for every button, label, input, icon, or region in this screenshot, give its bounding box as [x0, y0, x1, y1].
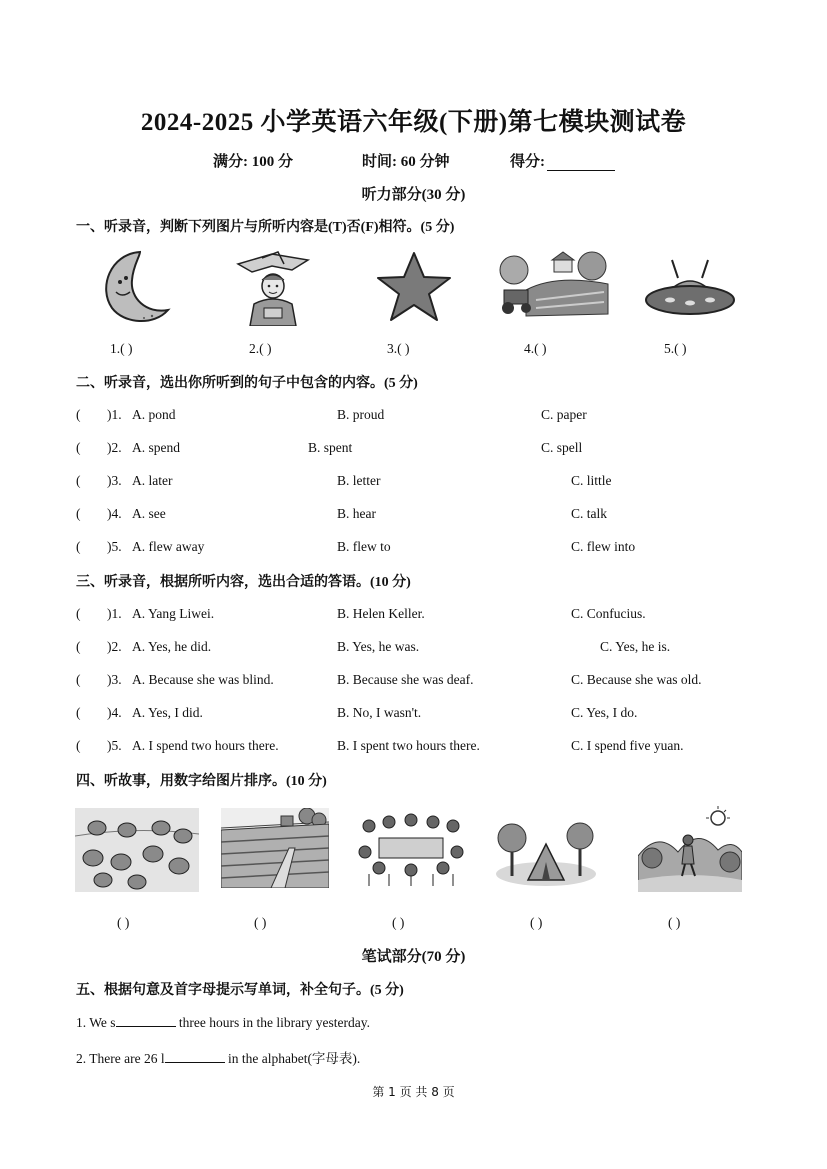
s5-s2-blank[interactable]: [165, 1050, 225, 1063]
section3-heading: 三、听录音，根据所听内容，选出合适的答语。(10 分): [76, 575, 411, 590]
s2-row4-num: )4.: [107, 506, 122, 521]
s3-row2-option-a: A. Yes, he did.: [132, 639, 212, 654]
s5-sentence-1: [76, 1014, 370, 1031]
s3-row1-option-c: C. Confucius.: [571, 606, 646, 621]
s2-row3-option-c: C. little: [571, 473, 612, 488]
s2-row1-option-b: B. proud: [337, 407, 385, 422]
section4-heading: 四、听故事，用数字给图片排序。(10 分): [76, 774, 327, 789]
s5-s2-prefix: 2. There are 26 l: [76, 1051, 165, 1066]
tent-icon: [494, 822, 598, 888]
s2-row5-option-b: B. flew to: [337, 539, 391, 554]
s2-row2-option-b: B. spent: [308, 440, 353, 455]
s2-row2-option-a: A. spend: [132, 440, 180, 455]
full-score: 满分: 100 分: [213, 154, 293, 170]
s1-answer-2[interactable]: 2.( ): [249, 341, 272, 356]
s3-row3-num: )3.: [107, 672, 122, 687]
s3-row4-num: )4.: [107, 705, 122, 720]
s4-blank-4[interactable]: ( ): [530, 915, 543, 930]
s3-row2-num: )2.: [107, 639, 122, 654]
farm-icon: [496, 250, 612, 322]
s4-blank-2[interactable]: ( ): [254, 915, 267, 930]
s2-row5-num: )5.: [107, 539, 122, 554]
s3-row5-option-a: A. I spend two hours there.: [132, 738, 279, 753]
s2-row1-num: )1.: [107, 407, 122, 422]
s2-row5-paren[interactable]: (: [76, 539, 81, 554]
s3-row5-num: )5.: [107, 738, 122, 753]
s2-row2-paren[interactable]: (: [76, 440, 81, 455]
s1-answer-4[interactable]: 4.( ): [524, 341, 547, 356]
astronaut-icon: [232, 250, 314, 326]
s4-blank-1[interactable]: ( ): [117, 915, 130, 930]
s2-row1-option-a: A. pond: [132, 407, 176, 422]
s3-row5-option-b: B. I spent two hours there.: [337, 738, 480, 753]
s5-s1-prefix: 1. We s: [76, 1015, 116, 1030]
s3-row3-paren[interactable]: (: [76, 672, 81, 687]
s3-row1-option-a: A. Yang Liwei.: [132, 606, 215, 621]
s5-s1-suffix: three hours in the library yesterday.: [175, 1015, 370, 1030]
s1-answer-1[interactable]: 1.( ): [110, 341, 133, 356]
s2-row4-option-c: C. talk: [571, 506, 607, 521]
s1-answer-3[interactable]: 3.( ): [387, 341, 410, 356]
s2-row3-num: )3.: [107, 473, 122, 488]
section1-heading: 一、听录音，判断下列图片与所听内容是(T)否(F)相符。(5 分): [76, 220, 455, 235]
s2-row5-option-c: C. flew into: [571, 539, 636, 554]
ufo-icon: [644, 258, 736, 324]
exam-time: 时间: 60 分钟: [362, 154, 450, 170]
section2-heading: 二、听录音，选出你所听到的句子中包含的内容。(5 分): [76, 376, 418, 391]
s2-row2-option-c: C. spell: [541, 440, 583, 455]
s3-row3-option-b: B. Because she was deaf.: [337, 672, 474, 687]
s5-s1-blank[interactable]: [116, 1014, 176, 1027]
score-field: [510, 150, 615, 171]
s3-row2-option-c: C. Yes, he is.: [600, 639, 671, 654]
page-title: 2024-2025 小学英语六年级(下册)第七模块测试卷: [140, 109, 687, 136]
s5-s2-suffix: in the alphabet(字母表).: [224, 1051, 361, 1066]
s2-row4-option-a: A. see: [132, 506, 166, 521]
score-blank[interactable]: [547, 156, 615, 171]
s4-blank-5[interactable]: ( ): [668, 915, 681, 930]
s2-row3-option-a: A. later: [132, 473, 173, 488]
s3-row5-option-c: C. I spend five yuan.: [571, 738, 684, 753]
s3-row2-option-b: B. Yes, he was.: [337, 639, 420, 654]
s3-row4-paren[interactable]: (: [76, 705, 81, 720]
star-icon: [374, 250, 454, 324]
s2-row1-paren[interactable]: (: [76, 407, 81, 422]
s3-row1-paren[interactable]: (: [76, 606, 81, 621]
s3-row3-option-c: C. Because she was old.: [571, 672, 702, 687]
section5-heading: 五、根据句意及首字母提示写单词，补全句子。(5 分): [76, 983, 404, 998]
hiking-icon: [638, 806, 742, 892]
score-label: 得分:: [510, 154, 545, 170]
writing-part-heading: 笔试部分(70 分): [361, 949, 466, 965]
listening-part-heading: 听力部分(30 分): [361, 187, 466, 203]
s2-row1-option-c: C. paper: [541, 407, 587, 422]
s3-row1-option-b: B. Helen Keller.: [337, 606, 425, 621]
s2-row2-num: )2.: [107, 440, 122, 455]
s3-row4-option-b: B. No, I wasn't.: [337, 705, 422, 720]
chicks-icon: [75, 808, 199, 892]
s3-row4-option-c: C. Yes, I do.: [571, 705, 638, 720]
classroom-icon: [355, 810, 467, 886]
s3-row2-paren[interactable]: (: [76, 639, 81, 654]
s2-row5-option-a: A. flew away: [132, 539, 205, 554]
page-footer: 第 1 页 共 8 页: [372, 1085, 455, 1099]
s5-sentence-2: [76, 1047, 360, 1067]
s3-row3-option-a: A. Because she was blind.: [132, 672, 274, 687]
moon-icon: [100, 248, 172, 326]
s3-row1-num: )1.: [107, 606, 122, 621]
s3-row4-option-a: A. Yes, I did.: [132, 705, 203, 720]
s2-row3-option-b: B. letter: [337, 473, 381, 488]
s2-row3-paren[interactable]: (: [76, 473, 81, 488]
s2-row4-option-b: B. hear: [337, 506, 376, 521]
s1-answer-5[interactable]: 5.( ): [664, 341, 687, 356]
s3-row5-paren[interactable]: (: [76, 738, 81, 753]
s2-row4-paren[interactable]: (: [76, 506, 81, 521]
s4-blank-3[interactable]: ( ): [392, 915, 405, 930]
field-icon: [221, 808, 329, 888]
